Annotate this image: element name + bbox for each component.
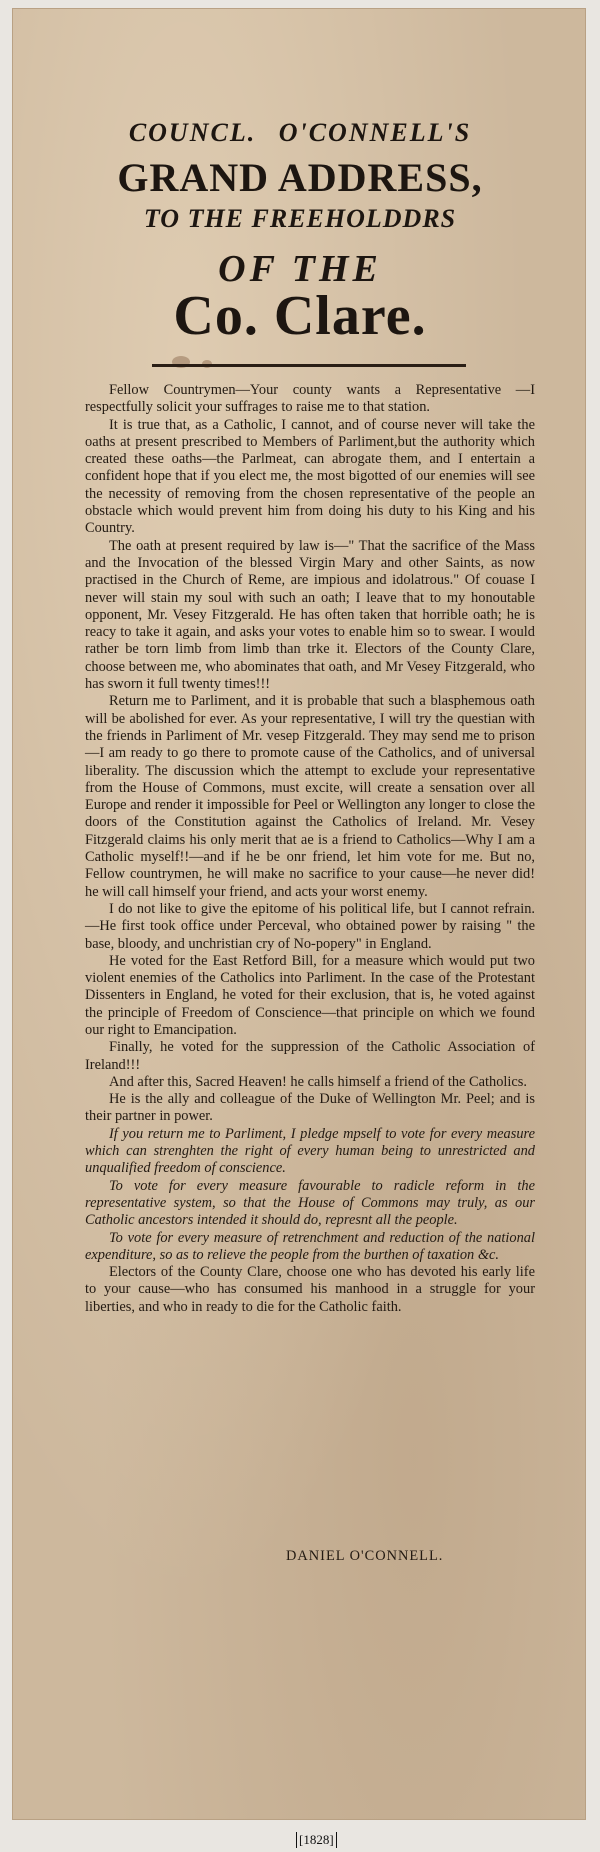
address-body — [85, 382, 535, 1316]
paragraph: Return me to Parliment, and it is probable that such a blasphemous oath will be abolished for ever. As your representative, I will try the questian with the friends in Parliment of Mr. vesep Fitzgerald. They may send me to prison—I am ready to go there to promote cause of the Catholics, and of universal liberality. The discussion which the attempt to exclude your representative from the House of Commons, must excite, will create a sensation over all Europe and render it impossible for Peel or Wellington any longer to close the doors of the Constitution against the Catholics of Ireland. Mr. Vesey Fitzgerald claims his only merit that ae is a friend to Catholics—Why I am a Catholic myself!!—and if he be onr friend, let him vote for me. But no, Fellow countrymen, he will make no sacrifice to your cause—he never did! he will call himself your friend, and acts your worst enemy. — [85, 693, 535, 900]
heading-line-1: COUNCL. O'CONNELL'S — [128, 118, 472, 147]
paragraph: Fellow Countrymen—Your county wants a Representative —I respectfully solicit your suffrages to raise me to that station. — [85, 382, 535, 416]
heading-line-5: Co. Clare. — [173, 285, 427, 347]
closing-paragraph: Electors of the County Clare, choose one who has devoted his early life to your cause—who has consumed his manhood in a struggle for your liberties, and who in ready to die for the Catholic faith. — [85, 1264, 535, 1315]
paragraph: Finally, he voted for the suppression of the Catholic Association of Ireland!!! — [85, 1039, 535, 1073]
paragraph: And after this, Sacred Heaven! he calls himself a friend of the Catholics. — [109, 1073, 527, 1090]
pledge-paragraph: To vote for every measure favourable to radicle reform in the representative system, so that the House of Commons may truly, as our Catholic ancestors intended it should do, represnt all the people. — [85, 1177, 535, 1229]
pledge-paragraph: To vote for every measure of retrenchment and reduction of the national expenditure, so as to relieve the people from the burthen of taxation &c. — [85, 1229, 535, 1263]
year-label: [1828] — [296, 1832, 337, 1848]
paragraph: I do not like to give the epitome of his political life, but I cannot refrain.—He first took office under Perceval, who obtained power by raising " the base, bloody, and unchristian cry of No-popery" in England. — [85, 900, 535, 952]
paragraph: He voted for the East Retford Bill, for a measure which would put two violent enemies of the Catholics into Parliment. In the case of the Protestant Dissenters in England, he voted for their exclusion, that is, he voted against the principle of Freedom of Conscience—that principle on which we found our right to Emancipation. — [85, 952, 535, 1038]
signature: DANIEL O'CONNELL. — [286, 1548, 444, 1564]
paragraph: He is the ally and colleague of the Duke of Wellington Mr. Peel; and is their partner in power. — [85, 1091, 535, 1125]
paragraph: It is true that, as a Catholic, I cannot, and of course never will take the oaths at present prescribed to Members of Parliment,but the authority which created these oaths—the Parlmeat, can abrogate them, and I entertain a confident hope that if you elect me, the most bigotted of our enemies will see the necessity of removing from the chosen representative of the people an obstacle which would prevent him from doing his duty to his King and his Country. — [85, 416, 535, 537]
paragraph: The oath at present required by law is—" That the sacrifice of the Mass and the Invocation of the blessed Virgin Mary and other Saints, as now practised in the Church of Reme, are impious and idolatrous." Of couase I never will stain my soul with such an oath; I leave that to my honoutable opponent, Mr. Vesey Fitzgerald. He has often taken that horrible oath; he is reacy to take it again, and asks your votes to enable him so to swear. I would rather be torn limb from limb than trke it. Electors of the County Clare, choose between me, who abominates that oath, and Mr Vesey Fitzgerald, who has sworn it full twenty times!!! — [85, 537, 535, 693]
pledge-paragraph: If you return me to Parliment, I pledge mpself to vote for every measure which can strenghten the right of every human being to unrestricted and unqualified freedom of conscience. — [85, 1125, 535, 1177]
heading-rule — [152, 364, 466, 367]
heading-line-3: TO THE FREEHOLDDRS — [143, 204, 457, 233]
heading-line-2: GRAND ADDRESS, — [117, 155, 483, 200]
heading-line-4: OF THE — [218, 248, 382, 290]
